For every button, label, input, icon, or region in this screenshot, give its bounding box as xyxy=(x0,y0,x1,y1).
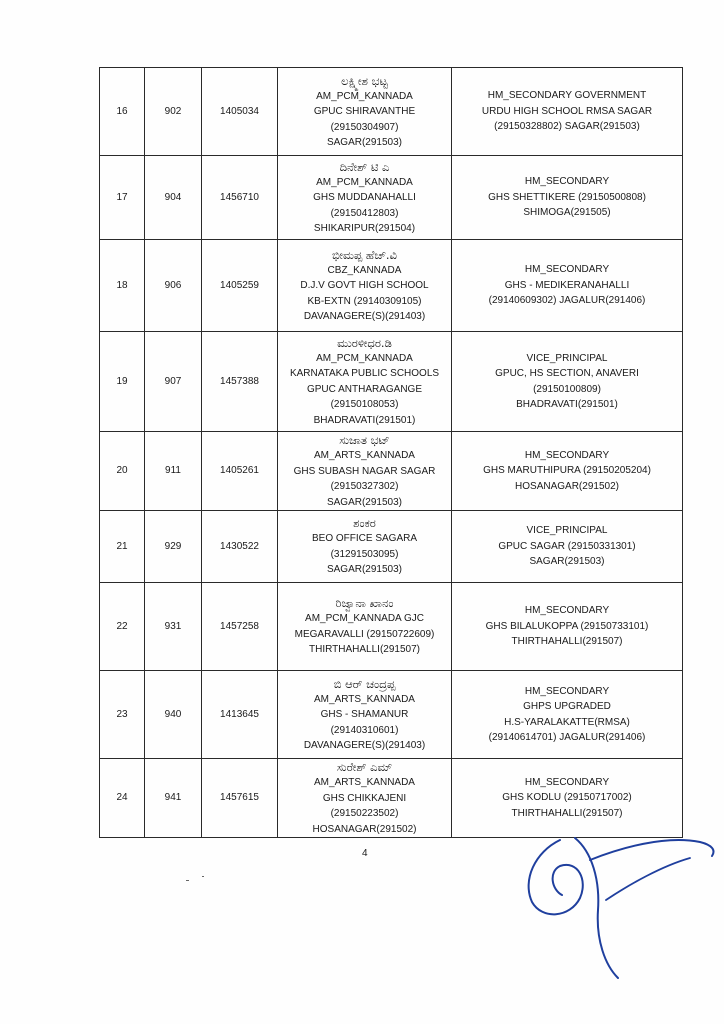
teacher-name-kannada: ರಿಜ್ವಾನಾ ಖಾನಂ xyxy=(335,596,394,611)
teacher-details-cell xyxy=(278,511,452,583)
current-posting-line: AM_PCM_KANNADA xyxy=(316,90,413,102)
table-row xyxy=(100,671,683,759)
teacher-details-cell xyxy=(278,432,452,511)
current-posting-line: AM_PCM_KANNADA GJC xyxy=(305,613,424,625)
current-posting-line: D.J.V GOVT HIGH SCHOOL xyxy=(300,280,429,291)
rank-cell: 902 xyxy=(145,68,202,156)
new-posting-line: GHS BILALUKOPPA (29150733101) xyxy=(485,620,649,632)
teacher-name-kannada: ಭೀಮಪ್ಪ ಹೆಚ್.ವಿ xyxy=(332,247,397,262)
current-posting-line: GPUC SHIRAVANTHE xyxy=(313,106,416,117)
rank-cell: 904 xyxy=(145,156,202,240)
scan-speck xyxy=(202,876,204,877)
serial-number-cell: 21 xyxy=(100,511,145,583)
current-posting-line: GPUC ANTHARAGANGE xyxy=(306,383,423,395)
current-posting-line: SAGAR(291503) xyxy=(326,137,403,148)
serial-number-cell: 16 xyxy=(100,68,145,156)
kgid-cell: 1405261 xyxy=(202,432,278,511)
kgid-cell: 1405259 xyxy=(202,240,278,332)
table-body xyxy=(100,68,683,838)
teacher-details-cell xyxy=(278,759,452,838)
new-posting-line: HM_SECONDARY xyxy=(524,264,610,276)
new-posting-line: HM_SECONDARY GOVERNMENT xyxy=(487,90,647,102)
current-posting-line: KARNATAKA PUBLIC SCHOOLS xyxy=(289,368,440,380)
current-posting-line: HOSANAGAR(291502) xyxy=(312,823,417,835)
table-row xyxy=(100,156,683,240)
new-posting-line: HM_SECONDARY xyxy=(524,176,610,188)
current-posting-line: (29150223502) xyxy=(330,808,399,819)
new-posting-line: SAGAR(291503) xyxy=(529,556,605,568)
kgid-cell: 1457388 xyxy=(202,332,278,432)
new-posting-line: (29140614701) JAGALUR(291406) xyxy=(488,732,646,743)
teacher-details-cell xyxy=(278,332,452,432)
new-posting-line: GHS SHETTIKERE (29150500808) xyxy=(488,191,646,203)
new-posting-cell xyxy=(452,759,683,838)
kgid-cell: 1430522 xyxy=(202,511,278,583)
current-posting-line: (29150327302) xyxy=(330,481,399,492)
current-posting-line: (29140310601) xyxy=(330,724,399,736)
new-posting-cell xyxy=(452,332,683,432)
kgid-cell: 1405034 xyxy=(202,68,278,156)
new-posting-line: HOSANAGAR(291502) xyxy=(515,480,619,492)
table-row xyxy=(100,240,683,332)
new-posting-line: HM_SECONDARY xyxy=(524,449,610,461)
current-posting-line: SAGAR(291503) xyxy=(326,496,403,508)
teacher-name-kannada: ಮುರಳೀಧರ.ಡಿ xyxy=(337,335,392,350)
current-posting-line: SAGAR(291503) xyxy=(326,564,403,576)
new-posting-line: THIRTHAHALLI(291507) xyxy=(511,807,623,819)
table-row xyxy=(100,332,683,432)
rank-cell: 906 xyxy=(145,240,202,332)
new-posting-line: (29140609302) JAGALUR(291406) xyxy=(488,295,646,307)
current-posting-line: (29150108053) xyxy=(330,399,399,411)
new-posting-cell xyxy=(452,511,683,583)
teacher-details-cell xyxy=(278,156,452,240)
new-posting-line: (29150328802) SAGAR(291503) xyxy=(494,121,640,133)
teacher-name-kannada: ಲಕ್ಷ್ಮೀಶ ಭಟ್ಟ xyxy=(341,73,388,88)
new-posting-line: URDU HIGH SCHOOL RMSA SAGAR xyxy=(481,105,653,117)
current-posting-line: AM_PCM_KANNADA xyxy=(316,176,413,188)
new-posting-cell xyxy=(452,68,683,156)
current-posting-line: AM_ARTS_KANNADA xyxy=(314,777,415,788)
serial-number-cell: 17 xyxy=(100,156,145,240)
teacher-name-kannada: ಬಿ ಆರ್ ಚಂದ್ರಪ್ಪ xyxy=(333,676,396,691)
new-posting-cell xyxy=(452,240,683,332)
scan-speck xyxy=(186,880,189,881)
new-posting-line: GHS - MEDIKERANAHALLI xyxy=(504,279,630,291)
current-posting-line: (31291503095) xyxy=(330,548,399,560)
table-row xyxy=(100,68,683,156)
current-posting-line: BEO OFFICE SAGARA xyxy=(311,533,418,545)
current-posting-line: KB-EXTN (29140309105) xyxy=(307,295,422,307)
new-posting-line: VICE_PRINCIPAL xyxy=(526,352,608,364)
page-number: 4 xyxy=(362,848,368,859)
rank-cell: 931 xyxy=(145,583,202,671)
kgid-cell: 1456710 xyxy=(202,156,278,240)
current-posting-line: GHS SUBASH NAGAR SAGAR xyxy=(293,465,436,477)
table-row xyxy=(100,583,683,671)
table-row xyxy=(100,432,683,511)
teacher-name-kannada: ಸುಜಾತ ಭಟ್ xyxy=(339,433,390,447)
current-posting-line: CBZ_KANNADA xyxy=(327,264,402,276)
transfer-table xyxy=(99,67,683,838)
current-posting-line: GHS MUDDANAHALLI xyxy=(313,192,416,203)
new-posting-cell xyxy=(452,156,683,240)
rank-cell: 907 xyxy=(145,332,202,432)
current-posting-line: GHS - SHAMANUR xyxy=(320,709,409,720)
kgid-cell: 1413645 xyxy=(202,671,278,759)
new-posting-line: H.S-YARALAKATTE(RMSA) xyxy=(504,716,630,728)
teacher-details-cell xyxy=(278,671,452,759)
kgid-cell: 1457258 xyxy=(202,583,278,671)
serial-number-cell: 18 xyxy=(100,240,145,332)
rank-cell: 911 xyxy=(145,432,202,511)
current-posting-line: GHS CHIKKAJENI xyxy=(322,792,407,804)
teacher-name-kannada: ದಿನೇಶ್ ಟಿ ಎ xyxy=(339,159,390,174)
current-posting-line: MEGARAVALLI (29150722609) xyxy=(294,628,435,640)
new-posting-line: HM_SECONDARY xyxy=(524,685,610,697)
table-row xyxy=(100,511,683,583)
current-posting-line: THIRTHAHALLI(291507) xyxy=(309,644,420,656)
rank-cell: 940 xyxy=(145,671,202,759)
current-posting-line: (29150412803) xyxy=(330,207,399,219)
new-posting-line: THIRTHAHALLI(291507) xyxy=(511,636,623,648)
new-posting-line: HM_SECONDARY xyxy=(524,776,610,788)
current-posting-line: DAVANAGERE(S)(291403) xyxy=(303,740,426,751)
new-posting-line: (29150100809) xyxy=(533,383,601,395)
teacher-name-kannada: ಶಂಕರ xyxy=(353,516,376,531)
new-posting-line: GHPS UPGRADED xyxy=(523,701,611,712)
new-posting-line: GPUC, HS SECTION, ANAVERI xyxy=(495,368,639,379)
new-posting-line: GHS KODLU (29150717002) xyxy=(502,792,632,804)
table-row xyxy=(100,759,683,838)
rank-cell: 941 xyxy=(145,759,202,838)
serial-number-cell: 20 xyxy=(100,432,145,511)
new-posting-line: SHIMOGA(291505) xyxy=(523,207,611,219)
serial-number-cell: 24 xyxy=(100,759,145,838)
new-posting-line: GHS MARUTHIPURA (29150205204) xyxy=(483,465,651,477)
serial-number-cell: 19 xyxy=(100,332,145,432)
current-posting-line: AM_ARTS_KANNADA xyxy=(314,693,415,705)
current-posting-line: DAVANAGERE(S)(291403) xyxy=(303,311,426,322)
current-posting-line: (29150304907) xyxy=(330,121,399,133)
current-posting-line: AM_PCM_KANNADA xyxy=(316,352,413,364)
new-posting-line: GPUC SAGAR (29150331301) xyxy=(498,540,636,552)
teacher-details-cell xyxy=(278,583,452,671)
teacher-name-kannada: ಸುರೇಶ್ ಎಮ್ xyxy=(336,760,393,774)
rank-cell: 929 xyxy=(145,511,202,583)
new-posting-line: HM_SECONDARY xyxy=(524,605,610,617)
new-posting-line: BHADRAVATI(291501) xyxy=(516,399,618,410)
current-posting-line: AM_ARTS_KANNADA xyxy=(314,450,415,461)
current-posting-line: SHIKARIPUR(291504) xyxy=(313,223,416,234)
current-posting-line: BHADRAVATI(291501) xyxy=(313,414,416,426)
new-posting-cell xyxy=(452,583,683,671)
new-posting-cell xyxy=(452,671,683,759)
teacher-details-cell xyxy=(278,68,452,156)
kgid-cell: 1457615 xyxy=(202,759,278,838)
new-posting-line: VICE_PRINCIPAL xyxy=(526,525,608,537)
serial-number-cell: 22 xyxy=(100,583,145,671)
new-posting-cell xyxy=(452,432,683,511)
teacher-details-cell xyxy=(278,240,452,332)
serial-number-cell: 23 xyxy=(100,671,145,759)
